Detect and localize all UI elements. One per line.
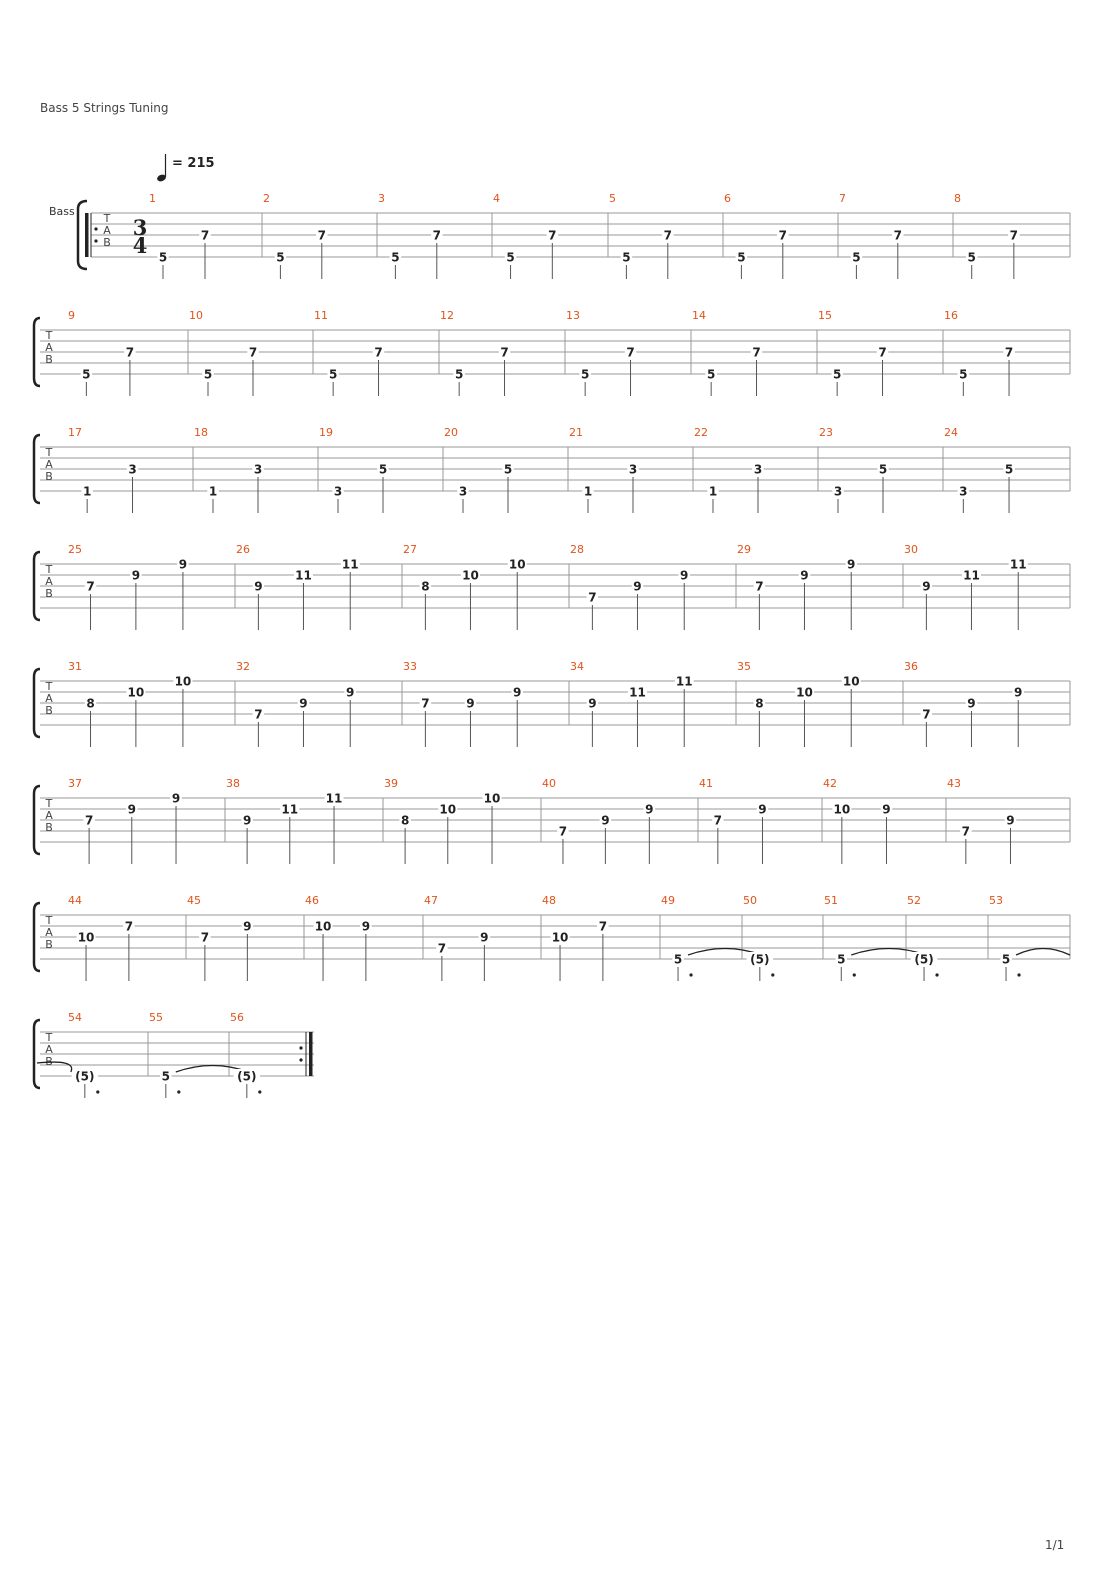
tab-clef-letter: T xyxy=(45,446,53,459)
fret-number: 7 xyxy=(961,824,971,839)
measure-number: 27 xyxy=(403,543,417,556)
fret-number: 7 xyxy=(878,345,887,360)
fret-number: 9 xyxy=(513,685,522,700)
fret-number: 9 xyxy=(847,557,856,572)
rhythm-dot xyxy=(853,973,856,976)
fret-number: 5 xyxy=(82,367,91,382)
fret-number: 11 xyxy=(675,674,693,689)
fret-number: 7 xyxy=(248,345,258,360)
rhythm-dot xyxy=(96,1090,99,1093)
fret-number: 10 xyxy=(833,802,851,817)
fret-number: 11 xyxy=(341,557,359,572)
fret-number: 5 xyxy=(967,250,976,265)
tab-clef-letter: A xyxy=(45,458,53,471)
measure-number: 43 xyxy=(947,777,961,790)
fret-number: 11 xyxy=(629,685,646,700)
fret-number: 9 xyxy=(680,568,689,583)
measure-number: 53 xyxy=(989,894,1003,907)
measure-number: 32 xyxy=(236,660,250,673)
fret-number: 5 xyxy=(454,367,464,382)
fret-number: 11 xyxy=(281,802,299,817)
fret-number: 10 xyxy=(551,930,569,945)
rhythm-dot xyxy=(689,973,692,976)
fret-number: 5 xyxy=(706,367,716,382)
fret-number: 11 xyxy=(1009,557,1027,572)
rhythm-dot xyxy=(771,973,774,976)
fret-number: 1 xyxy=(82,484,92,499)
fret-number: 5 xyxy=(837,952,846,967)
rhythm-dot xyxy=(258,1090,261,1093)
system-bracket xyxy=(34,318,40,386)
fret-number: (5) xyxy=(75,1069,95,1084)
rhythm-dot xyxy=(177,1090,180,1093)
measure-number: 5 xyxy=(609,192,616,205)
fret-number: 9 xyxy=(127,802,136,817)
fret-number: 10 xyxy=(508,557,526,572)
tab-clef-letter: T xyxy=(45,680,53,693)
fret-number: 9 xyxy=(242,813,252,828)
fret-number: 9 xyxy=(601,813,610,828)
measure-number: 16 xyxy=(944,309,958,322)
fret-number: 10 xyxy=(483,791,501,806)
tempo-value: = 215 xyxy=(172,156,215,171)
page-number: 1/1 xyxy=(1045,1538,1065,1552)
measure-number: 35 xyxy=(737,660,751,673)
measure-number: 50 xyxy=(743,894,757,907)
fret-number: 7 xyxy=(200,930,210,945)
fret-number: 10 xyxy=(842,674,860,689)
fret-number: 9 xyxy=(882,802,891,817)
fret-number: 5 xyxy=(673,952,683,967)
measure-number: 41 xyxy=(699,777,713,790)
rhythm-dot xyxy=(935,973,938,976)
fret-number: 7 xyxy=(548,228,557,243)
fret-number: 9 xyxy=(254,579,263,594)
measure-number: 24 xyxy=(944,426,958,439)
measure-number: 34 xyxy=(570,660,584,673)
tie-arc xyxy=(37,1062,72,1072)
fret-number: 11 xyxy=(963,568,980,583)
tab-clef-letter: A xyxy=(45,575,53,588)
tab-clef-letter: B xyxy=(45,821,53,834)
measure-number: 40 xyxy=(542,777,556,790)
fret-number: 5 xyxy=(580,367,590,382)
fret-number: 9 xyxy=(588,696,597,711)
fret-number: 9 xyxy=(922,579,931,594)
fret-number: 9 xyxy=(171,791,181,806)
measure-number: 51 xyxy=(824,894,838,907)
fret-number: 9 xyxy=(1006,813,1015,828)
tab-clef-letter: T xyxy=(45,329,53,342)
fret-number: 7 xyxy=(778,228,787,243)
measure-number: 11 xyxy=(314,309,328,322)
fret-number: 7 xyxy=(626,345,635,360)
fret-number: 9 xyxy=(361,919,371,934)
fret-number: 1 xyxy=(708,484,718,499)
fret-number: 7 xyxy=(500,345,509,360)
fret-number: 5 xyxy=(506,250,515,265)
tab-clef-letter: T xyxy=(103,212,111,225)
system-bracket xyxy=(34,786,40,854)
fret-number: 5 xyxy=(391,250,400,265)
tab-clef-letter: T xyxy=(45,914,53,927)
tab-clef-letter: A xyxy=(45,1043,53,1056)
fret-number: 7 xyxy=(437,941,447,956)
fret-number: 5 xyxy=(378,462,388,477)
tempo-bpm: 215 xyxy=(187,156,215,171)
tab-clef-letter: A xyxy=(45,926,53,939)
measure-number: 6 xyxy=(724,192,731,205)
measure-number: 42 xyxy=(823,777,837,790)
system-bracket xyxy=(34,669,40,737)
fret-number: 5 xyxy=(1004,462,1014,477)
measure-number: 44 xyxy=(68,894,82,907)
repeat-thick-bar xyxy=(309,1032,313,1076)
repeat-thick-bar xyxy=(85,213,89,257)
fret-number: 3 xyxy=(628,462,638,477)
fret-number: 7 xyxy=(755,579,764,594)
measure-number: 46 xyxy=(305,894,319,907)
fret-number: 7 xyxy=(421,696,430,711)
measure-number: 36 xyxy=(904,660,918,673)
fret-number: 11 xyxy=(295,568,312,583)
fret-number: 5 xyxy=(161,1069,170,1084)
fret-number: 8 xyxy=(86,696,95,711)
measure-number: 52 xyxy=(907,894,921,907)
fret-number: 5 xyxy=(158,250,168,265)
measure-number: 49 xyxy=(661,894,675,907)
tab-clef-letter: B xyxy=(45,1055,53,1068)
fret-number: 3 xyxy=(458,484,468,499)
fret-number: 7 xyxy=(588,590,597,605)
fret-number: 8 xyxy=(421,579,430,594)
tab-clef-letter: A xyxy=(45,809,53,822)
fret-number: 10 xyxy=(439,802,457,817)
fret-number: 7 xyxy=(124,919,134,934)
repeat-dot xyxy=(94,227,97,230)
fret-number: 9 xyxy=(800,568,809,583)
fret-number: 5 xyxy=(328,367,338,382)
fret-number: 7 xyxy=(893,228,902,243)
fret-number: 5 xyxy=(503,462,513,477)
fret-number: 10 xyxy=(127,685,145,700)
fret-number: 5 xyxy=(832,367,842,382)
fret-number: 11 xyxy=(325,791,343,806)
fret-number: 8 xyxy=(400,813,410,828)
fret-number: 10 xyxy=(462,568,479,583)
measure-number: 17 xyxy=(68,426,82,439)
time-signature-denominator: 4 xyxy=(132,233,148,258)
measure-number: 30 xyxy=(904,543,918,556)
time-signature-numerator: 3 xyxy=(132,215,148,240)
measure-number: 22 xyxy=(694,426,708,439)
measure-number: 29 xyxy=(737,543,751,556)
measure-number: 45 xyxy=(187,894,201,907)
measure-number: 31 xyxy=(68,660,82,673)
measure-number: 55 xyxy=(149,1011,163,1024)
measure-number: 9 xyxy=(68,309,75,322)
fret-number: 9 xyxy=(758,802,767,817)
system-bracket xyxy=(34,552,40,620)
fret-number: 7 xyxy=(598,919,608,934)
repeat-dot xyxy=(299,1058,302,1061)
measure-number: 37 xyxy=(68,777,82,790)
fret-number: 7 xyxy=(752,345,761,360)
fret-number: 7 xyxy=(1004,345,1014,360)
fret-number: 3 xyxy=(753,462,763,477)
system-bracket xyxy=(34,903,40,971)
tie-arc xyxy=(1016,949,1070,956)
measure-number: 48 xyxy=(542,894,556,907)
fret-number: 7 xyxy=(374,345,383,360)
measure-number: 47 xyxy=(424,894,438,907)
fret-number: 5 xyxy=(737,250,746,265)
fret-number: 5 xyxy=(852,250,861,265)
measure-number: 28 xyxy=(570,543,584,556)
measure-number: 1 xyxy=(149,192,156,205)
fret-number: 9 xyxy=(1014,685,1023,700)
fret-number: 7 xyxy=(86,579,95,594)
fret-number: 5 xyxy=(878,462,888,477)
fret-number: 7 xyxy=(432,228,441,243)
fret-number: 7 xyxy=(558,824,568,839)
measure-number: 38 xyxy=(226,777,240,790)
tab-clef-letter: B xyxy=(45,587,53,600)
measure-number: 25 xyxy=(68,543,82,556)
tab-clef-letter: B xyxy=(103,236,111,249)
fret-number: 10 xyxy=(796,685,813,700)
fret-number: 10 xyxy=(174,674,192,689)
measure-number: 8 xyxy=(954,192,961,205)
fret-number: 7 xyxy=(713,813,723,828)
fret-number: 9 xyxy=(645,802,654,817)
fret-number: 7 xyxy=(84,813,94,828)
tab-clef-letter: B xyxy=(45,938,53,951)
system-bracket xyxy=(34,435,40,503)
measure-number: 19 xyxy=(319,426,333,439)
fret-number: 9 xyxy=(480,930,489,945)
tab-clef-letter: A xyxy=(103,224,111,237)
measure-number: 18 xyxy=(194,426,208,439)
measure-number: 54 xyxy=(68,1011,82,1024)
fret-number: 7 xyxy=(254,707,263,722)
fret-number: 5 xyxy=(276,250,285,265)
fret-number: 9 xyxy=(967,696,976,711)
tab-clef-letter: A xyxy=(45,341,53,354)
fret-number: (5) xyxy=(237,1069,257,1084)
fret-number: 3 xyxy=(253,462,263,477)
fret-number: 7 xyxy=(922,707,931,722)
fret-number: 10 xyxy=(314,919,332,934)
fret-number: 5 xyxy=(622,250,631,265)
measure-number: 7 xyxy=(839,192,846,205)
tab-clef-letter: T xyxy=(45,797,53,810)
measure-number: 13 xyxy=(566,309,580,322)
measure-number: 26 xyxy=(236,543,250,556)
repeat-dot xyxy=(94,239,97,242)
fret-number: 9 xyxy=(178,557,188,572)
fret-number: 1 xyxy=(583,484,593,499)
measure-number: 21 xyxy=(569,426,583,439)
measure-number: 12 xyxy=(440,309,454,322)
fret-number: 9 xyxy=(633,579,642,594)
fret-number: 9 xyxy=(299,696,308,711)
fret-number: 7 xyxy=(317,228,326,243)
tab-clef-letter: T xyxy=(45,1031,53,1044)
fret-number: 3 xyxy=(959,484,968,499)
measure-number: 15 xyxy=(818,309,832,322)
measure-number: 33 xyxy=(403,660,417,673)
fret-number: 5 xyxy=(1001,952,1011,967)
fret-number: 3 xyxy=(833,484,843,499)
fret-number: 3 xyxy=(128,462,137,477)
measure-number: 56 xyxy=(230,1011,244,1024)
fret-number: 9 xyxy=(466,696,475,711)
fret-number: 7 xyxy=(1009,228,1019,243)
fret-number: 7 xyxy=(200,228,210,243)
measure-number: 14 xyxy=(692,309,706,322)
tab-clef-letter: A xyxy=(45,692,53,705)
tab-clef-letter: B xyxy=(45,470,53,483)
fret-number: 5 xyxy=(959,367,968,382)
measure-number: 39 xyxy=(384,777,398,790)
tuning-label: Bass 5 Strings Tuning xyxy=(40,101,169,115)
fret-number: 7 xyxy=(125,345,135,360)
tab-clef-letter: T xyxy=(45,563,53,576)
fret-number: 9 xyxy=(131,568,141,583)
fret-number: 5 xyxy=(203,367,213,382)
instrument-name: Bass xyxy=(49,205,75,218)
tab-clef-letter: B xyxy=(45,704,53,717)
fret-number: (5) xyxy=(750,952,770,967)
fret-number: 10 xyxy=(77,930,95,945)
measure-number: 20 xyxy=(444,426,458,439)
measure-number: 2 xyxy=(263,192,270,205)
fret-number: 8 xyxy=(755,696,764,711)
fret-number: 9 xyxy=(243,919,252,934)
measure-number: 23 xyxy=(819,426,833,439)
system-bracket xyxy=(34,1020,40,1088)
rhythm-dot xyxy=(1017,973,1020,976)
measure-number: 10 xyxy=(189,309,203,322)
fret-number: 9 xyxy=(346,685,355,700)
fret-number: 7 xyxy=(663,228,672,243)
fret-number: (5) xyxy=(914,952,934,967)
repeat-dot xyxy=(299,1046,302,1049)
measure-number: 3 xyxy=(378,192,385,205)
fret-number: 1 xyxy=(208,484,218,499)
measure-number: 4 xyxy=(493,192,500,205)
tab-clef-letter: B xyxy=(45,353,53,366)
fret-number: 3 xyxy=(333,484,343,499)
